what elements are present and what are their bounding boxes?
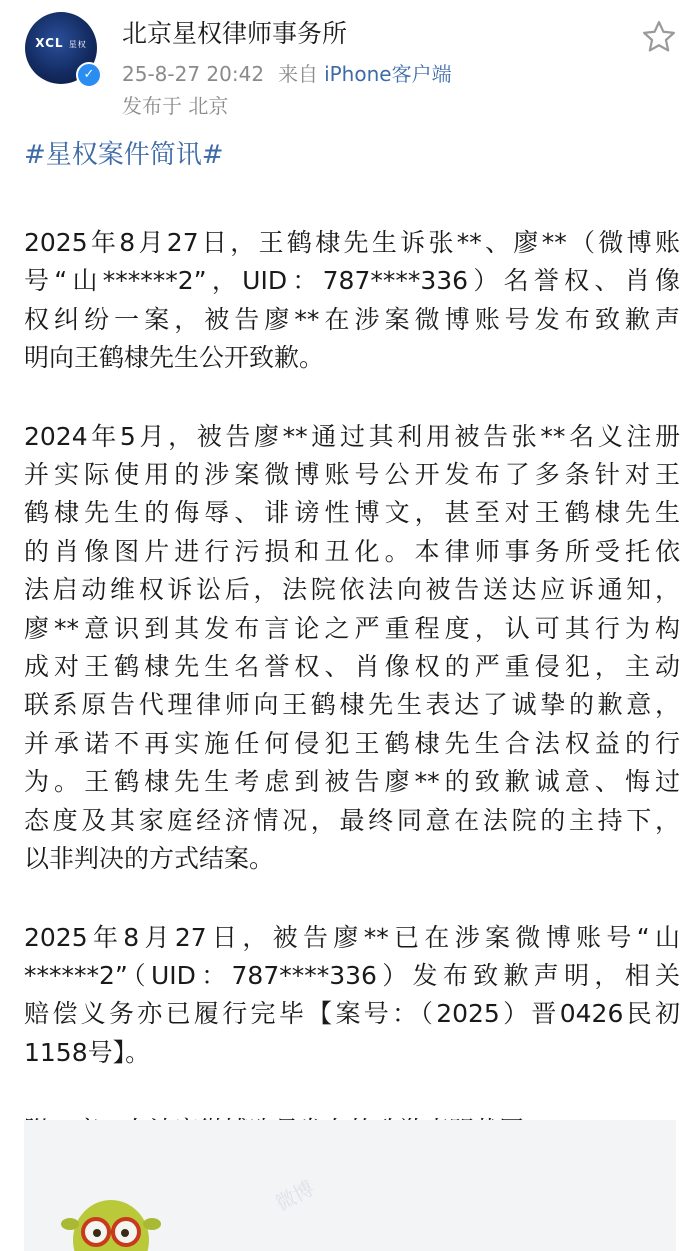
text-line: ******2”（UID：787****336）发布致歉声明，相关 <box>24 960 680 990</box>
text-line: 廖**意识到其发布言论之严重程度，认可其行为构 <box>24 613 680 643</box>
text-line: 联系原告代理律师向王鹤棣先生表达了诚挚的歉意， <box>24 690 680 720</box>
text-line: 权纠纷一案，被告廖**在涉案微博账号发布致歉声 <box>24 304 680 334</box>
text-line: 赔偿义务亦已履行完毕【案号：（2025）晋0426民初 <box>24 999 680 1029</box>
paragraph-2 <box>24 418 680 879</box>
image-watermark: 微博 <box>271 1175 318 1216</box>
text-line: 为。王鹤棣先生考虑到被告廖**的致歉诚意、悔过 <box>24 767 680 797</box>
author-name[interactable]: 北京星权律师事务所 <box>122 19 348 48</box>
post-body <box>24 130 680 1151</box>
hashtag-link[interactable]: #星权案件简讯# <box>24 140 224 170</box>
text-line: 并承诺不再实施任何侵犯王鹤棣先生合法权益的行 <box>24 728 680 758</box>
text-line: 2024年5月，被告廖**通过其利用被告张**名义注册 <box>24 421 680 451</box>
text-line: 号“山******2”，UID：787****336）名誉权、肖像 <box>24 266 680 296</box>
paragraph-3 <box>24 919 680 1073</box>
text-line: 鹤棣先生的侮辱、诽谤性博文，甚至对王鹤棣先生 <box>24 498 680 528</box>
paragraph-1 <box>24 224 680 378</box>
shrek-avatar-image <box>56 1178 166 1251</box>
text-line: 2025年8月27日，被告廖**已在涉案微博账号“山 <box>24 922 680 952</box>
post-timestamp: 25-8-27 20:42 <box>122 62 265 86</box>
text-line: 2025年8月27日，王鹤棣先生诉张**、廖**（微博账 <box>24 228 680 257</box>
source-prefix: 来自 <box>278 62 319 86</box>
post-header <box>0 0 700 130</box>
text-line: 法启动维权诉讼后，法院依法向被告送达应诉通知， <box>24 575 680 605</box>
post-meta <box>122 58 452 87</box>
attached-screenshot-image[interactable] <box>24 1120 676 1251</box>
avatar-logo: XCL 星权 <box>35 36 87 50</box>
text-line: 并实际使用的涉案微博账号公开发布了多条针对王 <box>24 460 680 490</box>
text-line: 以非判决的方式结案。 <box>24 844 275 874</box>
text-line: 成对王鹤棣先生名誉权、肖像权的严重侵犯，主动 <box>24 652 680 682</box>
text-line: 态度及其家庭经济情况，最终同意在法院的主持下， <box>24 805 680 835</box>
verified-badge-icon: ✓ <box>76 62 102 88</box>
post-location: 发布于 北京 <box>122 94 229 118</box>
text-line: 明向王鹤棣先生公开致歉。 <box>24 343 325 373</box>
source-client-link[interactable]: iPhone客户端 <box>324 62 452 86</box>
text-line: 1158号】。 <box>24 1037 151 1067</box>
star-outline-icon[interactable] <box>640 18 678 56</box>
text-line: 的肖像图片进行污损和丑化。本律师事务所受托依 <box>24 536 680 566</box>
